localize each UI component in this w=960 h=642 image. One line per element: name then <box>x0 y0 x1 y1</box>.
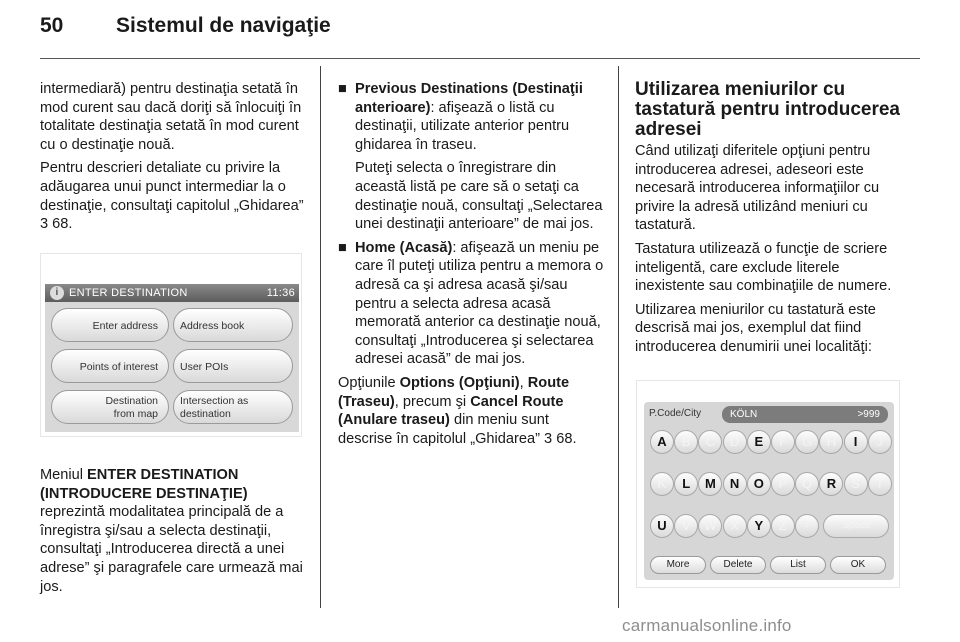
key-y[interactable]: Y <box>747 514 771 538</box>
key-p[interactable]: P <box>771 472 795 496</box>
figure-caption: Meniul ENTER DESTINATION (INTRODUCERE DESTINAŢIE) reprezintă modalitatea principală de a înregistra şi/sau a selecta destinaţii, consultaţi „Introducerea directă a unei adrese” şi paragrafele care urmează mai jos. <box>40 467 303 595</box>
list-item: ■ Home (Acasă): afişează un meniu pe care îl puteţi utiliza pentru a memora o adresă ca şi adresa acasă şi/sau pentru a selecta adresa acasă memorată anterior ca destinaţie nouă, consultaţi „Introducerea şi selectarea adresei acasă” de mai jos. <box>338 239 604 368</box>
key-h[interactable]: H <box>819 430 843 454</box>
city-input[interactable]: KÖLN >999 <box>722 406 888 423</box>
list-button[interactable]: List <box>770 556 826 574</box>
ok-button[interactable]: OK <box>830 556 886 574</box>
reference-arrow-icon: 3 <box>40 216 49 233</box>
paragraph: Când utilizaţi diferitele opţiuni pentru introducerea adresei, adeseori este necesară introducerea informaţiilor cu privire la adresă utilizând meniuri cu tastatură. <box>635 143 880 234</box>
key-m[interactable]: M <box>698 472 722 496</box>
key-dash[interactable]: - <box>795 514 819 538</box>
bullet-icon: ■ <box>338 239 347 256</box>
paragraph: Opţiunile Options (Opţiuni), Route (Traseu), precum şi Cancel Route (Anulare traseu) din meniu sunt descrise în capitolul „Ghidarea” 3 68. <box>338 374 577 447</box>
screen-title-bar <box>45 284 299 302</box>
watermark: carmanualsonline.info <box>622 616 792 635</box>
key-q[interactable]: Q <box>795 472 819 496</box>
page-number: 50 <box>40 14 64 37</box>
key-a[interactable]: A <box>650 430 674 454</box>
enter-destination-screenshot <box>40 253 302 437</box>
paragraph: Utilizarea meniurilor cu tastatură este descrisă mai jos, exemplul dat fiind introducerea denumirii unei localităţi: <box>635 301 876 355</box>
delete-button[interactable]: Delete <box>710 556 766 574</box>
menu-panel <box>45 302 299 432</box>
destination-from-map-button[interactable]: Destination from map <box>51 390 169 424</box>
keyboard-panel <box>644 402 894 580</box>
paragraph: intermediară) pentru destinaţia setată în mod curent sau dacă doriţi să înlocuiţi în totalitate destinaţia setată în mod curent cu o destinaţie nouă. <box>40 81 302 153</box>
column-divider-1 <box>320 66 321 608</box>
column-divider-2 <box>618 66 619 608</box>
bullet-icon: ■ <box>338 81 347 97</box>
key-s[interactable]: S <box>844 472 868 496</box>
key-w[interactable]: W <box>698 514 722 538</box>
key-n[interactable]: N <box>723 472 747 496</box>
key-l[interactable]: L <box>674 472 698 496</box>
address-book-button[interactable]: Address book <box>173 308 293 342</box>
header-rule <box>40 58 920 59</box>
user-pois-button[interactable]: User POIs <box>173 349 293 383</box>
points-of-interest-button[interactable]: Points of interest <box>51 349 169 383</box>
reference-arrow-icon: 3 <box>544 430 553 447</box>
paragraph: Tastatura utilizează o funcţie de scriere inteligentă, care exclude literele inexistente sau combinaţiile de numere. <box>635 240 892 295</box>
section-heading: Utilizarea meniurilor cu tastatură pentru introducerea adresei <box>635 79 900 140</box>
key-e[interactable]: E <box>747 430 771 454</box>
input-label: P.Code/City <box>649 408 702 419</box>
key-d[interactable]: D <box>723 430 747 454</box>
key-b[interactable]: B <box>674 430 698 454</box>
column-1 <box>40 80 310 239</box>
more-button[interactable]: More <box>650 556 706 574</box>
enter-address-button[interactable]: Enter address <box>51 308 169 342</box>
clock: 11:36 <box>266 287 295 299</box>
paragraph: Pentru descrieri detaliate cu privire la adăugarea unui punct intermediar la o destinaţie, consultaţi capitolul „Ghidarea” 3 68. <box>40 160 304 233</box>
info-icon: i <box>50 286 64 300</box>
key-j[interactable]: J <box>868 430 892 454</box>
intersection-as-destination-button[interactable]: Intersection as destination <box>173 390 293 424</box>
key-r[interactable]: R <box>819 472 843 496</box>
key-g[interactable]: G <box>795 430 819 454</box>
key-u[interactable]: U <box>650 514 674 538</box>
screen-title: ENTER DESTINATION <box>69 287 188 299</box>
key-o[interactable]: O <box>747 472 771 496</box>
space-key[interactable]: Space <box>823 514 889 538</box>
column-3 <box>635 80 903 362</box>
key-v[interactable]: V <box>674 514 698 538</box>
key-k[interactable]: K <box>650 472 674 496</box>
keyboard-screenshot <box>636 380 900 588</box>
key-z[interactable]: Z <box>771 514 795 538</box>
key-x[interactable]: X <box>723 514 747 538</box>
page-title: Sistemul de navigaţie <box>116 14 331 37</box>
key-f[interactable]: F <box>771 430 795 454</box>
list-item: ■ Previous Destinations (Destinaţii anterioare): afişează o listă cu destinaţii, utilizate anterior pentru ghidarea în traseu. Puteţi selecta o înregistrare din această listă pe care să o setaţi ca destinaţie nouă, consultaţi „Selectarea unei destinaţii anterioare” de mai jos. <box>338 81 603 233</box>
key-i[interactable]: I <box>844 430 868 454</box>
column-2 <box>338 80 606 453</box>
key-c[interactable]: C <box>698 430 722 454</box>
key-t[interactable]: T <box>868 472 892 496</box>
